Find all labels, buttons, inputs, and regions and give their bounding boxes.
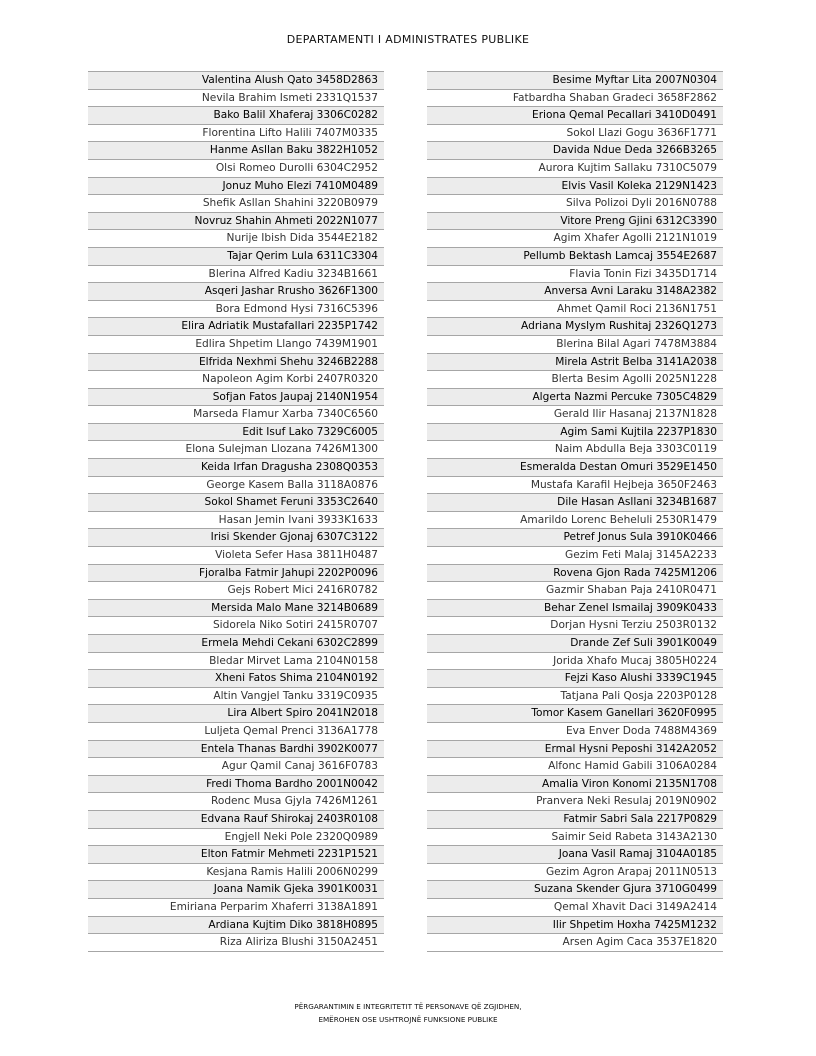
list-item: Kesjana Ramis Halili 2006N0299 — [88, 863, 384, 881]
list-item: Sofjan Fatos Jaupaj 2140N1954 — [88, 388, 384, 406]
list-item: Tatjana Pali Qosja 2203P0128 — [427, 687, 723, 705]
list-item: Davida Ndue Deda 3266B3265 — [427, 141, 723, 159]
list-item: Qemal Xhavit Daci 3149A2414 — [427, 898, 723, 916]
list-item: Ilir Shpetim Hoxha 7425M1232 — [427, 916, 723, 934]
list-item: Alfonc Hamid Gabili 3106A0284 — [427, 757, 723, 775]
column-bottom-rule — [88, 951, 384, 952]
list-item: Ermela Mehdi Cekani 6302C2899 — [88, 634, 384, 652]
list-item: Asqeri Jashar Rrusho 3626F1300 — [88, 282, 384, 300]
list-item: Agur Qamil Canaj 3616F0783 — [88, 757, 384, 775]
list-item: Eriona Qemal Pecallari 3410D0491 — [427, 106, 723, 124]
list-item: Naim Abdulla Beja 3303C0119 — [427, 440, 723, 458]
list-item: Gazmir Shaban Paja 2410R0471 — [427, 581, 723, 599]
list-item: Rodenc Musa Gjyla 7426M1261 — [88, 792, 384, 810]
list-item: Amarildo Lorenc Beheluli 2530R1479 — [427, 511, 723, 529]
list-item: Elvis Vasil Koleka 2129N1423 — [427, 177, 723, 195]
list-item: Lira Albert Spiro 2041N2018 — [88, 704, 384, 722]
list-item: Esmeralda Destan Omuri 3529E1450 — [427, 458, 723, 476]
list-item: Bora Edmond Hysi 7316C5396 — [88, 300, 384, 318]
left-name-column — [88, 71, 384, 952]
list-item: Anversa Avni Laraku 3148A2382 — [427, 282, 723, 300]
list-item: Fjoralba Fatmir Jahupi 2202P0096 — [88, 564, 384, 582]
list-item: Edlira Shpetim Llango 7439M1901 — [88, 335, 384, 353]
list-item: Entela Thanas Bardhi 3902K0077 — [88, 740, 384, 758]
list-item: Vitore Preng Gjini 6312C3390 — [427, 212, 723, 230]
list-item: Keida Irfan Dragusha 2308Q0353 — [88, 458, 384, 476]
list-item: Gerald Ilir Hasanaj 2137N1828 — [427, 405, 723, 423]
list-item: Nevila Brahim Ismeti 2331Q1537 — [88, 89, 384, 107]
list-item: Sokol Llazi Gogu 3636F1771 — [427, 124, 723, 142]
list-item: Besime Myftar Lita 2007N0304 — [427, 71, 723, 89]
list-item: Nurije Ibish Dida 3544E2182 — [88, 229, 384, 247]
list-item: Elira Adriatik Mustafallari 2235P1742 — [88, 317, 384, 335]
list-item: Irisi Skender Gjonaj 6307C3122 — [88, 528, 384, 546]
list-item: Napoleon Agim Korbi 2407R0320 — [88, 370, 384, 388]
list-item: Mersida Malo Mane 3214B0689 — [88, 599, 384, 617]
list-item: Behar Zenel Ismailaj 3909K0433 — [427, 599, 723, 617]
list-item: Marseda Flamur Xarba 7340C6560 — [88, 405, 384, 423]
list-item: Fatmir Sabri Sala 2217P0829 — [427, 810, 723, 828]
list-item: Arsen Agim Caca 3537E1820 — [427, 933, 723, 951]
list-item: Drande Zef Suli 3901K0049 — [427, 634, 723, 652]
list-item: Blerta Besim Agolli 2025N1228 — [427, 370, 723, 388]
list-item: Mustafa Karafil Hejbeja 3650F2463 — [427, 476, 723, 494]
list-item: Hasan Jemin Ivani 3933K1633 — [88, 511, 384, 529]
list-item: Agim Sami Kujtila 2237P1830 — [427, 423, 723, 441]
list-item: Elton Fatmir Mehmeti 2231P1521 — [88, 845, 384, 863]
list-item: Sidorela Niko Sotiri 2415R0707 — [88, 616, 384, 634]
list-item: Xheni Fatos Shima 2104N0192 — [88, 669, 384, 687]
list-item: Elona Sulejman Llozana 7426M1300 — [88, 440, 384, 458]
list-item: Petref Jonus Sula 3910K0466 — [427, 528, 723, 546]
list-item: Riza Aliriza Blushi 3150A2451 — [88, 933, 384, 951]
list-item: Gejs Robert Mici 2416R0782 — [88, 581, 384, 599]
list-item: Tomor Kasem Ganellari 3620F0995 — [427, 704, 723, 722]
list-item: Fredi Thoma Bardho 2001N0042 — [88, 775, 384, 793]
list-item: Mirela Astrit Belba 3141A2038 — [427, 353, 723, 371]
list-item: Ahmet Qamil Roci 2136N1751 — [427, 300, 723, 318]
list-item: Agim Xhafer Agolli 2121N1019 — [427, 229, 723, 247]
list-item: Eva Enver Doda 7488M4369 — [427, 722, 723, 740]
list-item: Gezim Agron Arapaj 2011N0513 — [427, 863, 723, 881]
list-item: Blerina Bilal Agari 7478M3884 — [427, 335, 723, 353]
page-footer — [0, 1000, 816, 1026]
list-item: Novruz Shahin Ahmeti 2022N1077 — [88, 212, 384, 230]
list-item: Algerta Nazmi Percuke 7305C4829 — [427, 388, 723, 406]
list-item: Olsi Romeo Durolli 6304C2952 — [88, 159, 384, 177]
list-item: Pranvera Neki Resulaj 2019N0902 — [427, 792, 723, 810]
list-item: Ardiana Kujtim Diko 3818H0895 — [88, 916, 384, 934]
list-item: Aurora Kujtim Sallaku 7310C5079 — [427, 159, 723, 177]
list-item: Jorida Xhafo Mucaj 3805H0224 — [427, 652, 723, 670]
list-item: Jonuz Muho Elezi 7410M0489 — [88, 177, 384, 195]
list-item: Shefik Asllan Shahini 3220B0979 — [88, 194, 384, 212]
list-item: Saimir Seid Rabeta 3143A2130 — [427, 828, 723, 846]
list-item: George Kasem Balla 3118A0876 — [88, 476, 384, 494]
list-item: Adriana Myslym Rushitaj 2326Q1273 — [427, 317, 723, 335]
list-item: Amalia Viron Konomi 2135N1708 — [427, 775, 723, 793]
list-item: Valentina Alush Qato 3458D2863 — [88, 71, 384, 89]
list-item: Violeta Sefer Hasa 3811H0487 — [88, 546, 384, 564]
list-item: Tajar Qerim Lula 6311C3304 — [88, 247, 384, 265]
list-item: Engjell Neki Pole 2320Q0989 — [88, 828, 384, 846]
page-title: DEPARTAMENTI I ADMINISTRATES PUBLIKE — [286, 33, 530, 46]
list-item: Blerina Alfred Kadiu 3234B1661 — [88, 265, 384, 283]
list-item: Bako Balil Xhaferaj 3306C0282 — [88, 106, 384, 124]
list-item: Dile Hasan Asllani 3234B1687 — [427, 493, 723, 511]
list-item: Altin Vangjel Tanku 3319C0935 — [88, 687, 384, 705]
list-item: Bledar Mirvet Lama 2104N0158 — [88, 652, 384, 670]
list-item: Fatbardha Shaban Gradeci 3658F2862 — [427, 89, 723, 107]
list-item: Gezim Feti Malaj 3145A2233 — [427, 546, 723, 564]
list-item: Edit Isuf Lako 7329C6005 — [88, 423, 384, 441]
list-item: Flavia Tonin Fizi 3435D1714 — [427, 265, 723, 283]
list-item: Luljeta Qemal Prenci 3136A1778 — [88, 722, 384, 740]
list-item: Florentina Lifto Halili 7407M0335 — [88, 124, 384, 142]
list-item: Emiriana Perparim Xhaferri 3138A1891 — [88, 898, 384, 916]
list-item: Rovena Gjon Rada 7425M1206 — [427, 564, 723, 582]
list-item: Ermal Hysni Peposhi 3142A2052 — [427, 740, 723, 758]
list-item: Joana Vasil Ramaj 3104A0185 — [427, 845, 723, 863]
list-item: Joana Namik Gjeka 3901K0031 — [88, 880, 384, 898]
list-item: Edvana Rauf Shirokaj 2403R0108 — [88, 810, 384, 828]
list-item: Pellumb Bektash Lamcaj 3554E2687 — [427, 247, 723, 265]
list-item: Sokol Shamet Feruni 3353C2640 — [88, 493, 384, 511]
list-item: Dorjan Hysni Terziu 2503R0132 — [427, 616, 723, 634]
list-item: Elfrida Nexhmi Shehu 3246B2288 — [88, 353, 384, 371]
list-item: Suzana Skender Gjura 3710G0499 — [427, 880, 723, 898]
list-item: Fejzi Kaso Alushi 3339C1945 — [427, 669, 723, 687]
footer-line-2: EMËROHEN OSE USHTROJNË FUNKSIONE PUBLIKE — [318, 1015, 498, 1024]
list-item: Hanme Asllan Baku 3822H1052 — [88, 141, 384, 159]
footer-line-1: PËRGARANTIMIN E INTEGRITETIT TË PERSONAVE QË ZGJIDHEN, — [294, 1002, 522, 1011]
list-item: Silva Polizoi Dyli 2016N0788 — [427, 194, 723, 212]
right-name-column — [427, 71, 723, 952]
column-bottom-rule — [427, 951, 723, 952]
